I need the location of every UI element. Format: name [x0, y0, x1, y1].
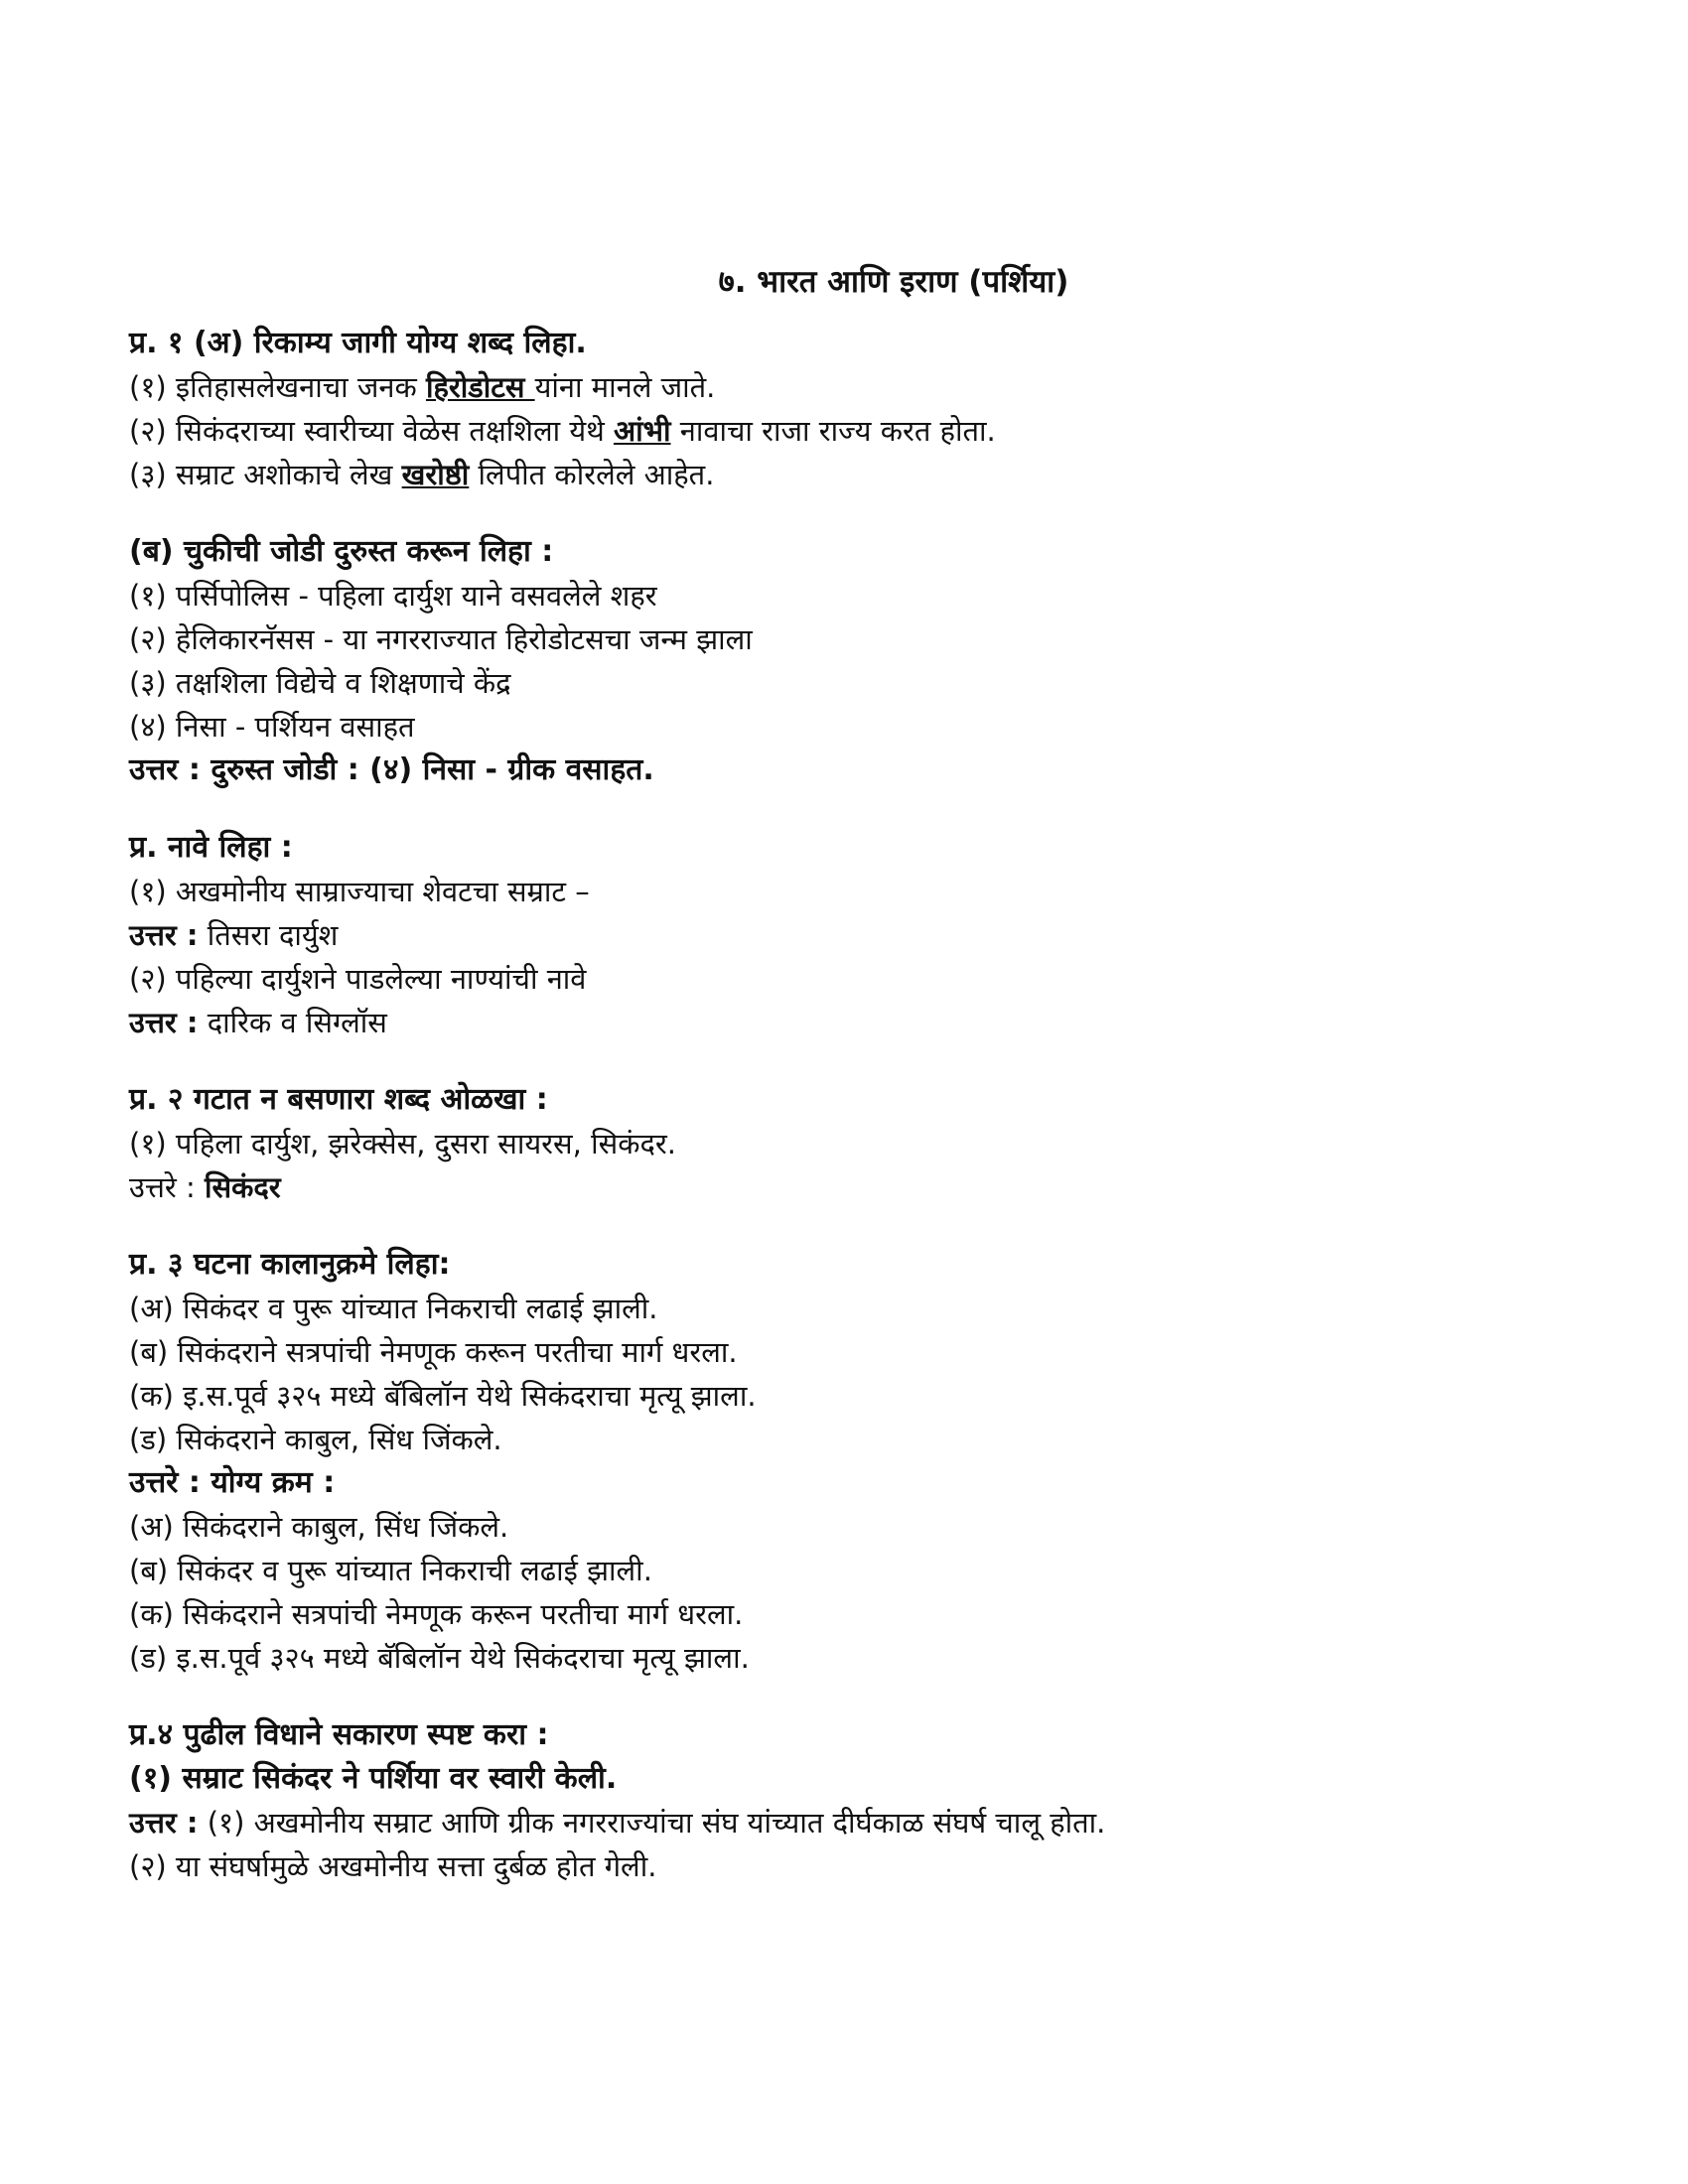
list-item: (२) हेलिकारनॅसस - या नगरराज्यात हिरोडोटसचा जन्म झाला: [129, 622, 753, 656]
item-text: लिपीत कोरलेले आहेत.: [469, 458, 715, 491]
list-item: (ब) सिकंदर व पुरू यांच्यात निकराची लढाई झाली.: [129, 1554, 652, 1587]
list-item: (४) निसा - पर्शियन वसाहत: [129, 710, 415, 744]
answer-heading: उत्तरे : योग्य क्रम :: [129, 1465, 336, 1500]
item-text: नावाचा राजा राज्य करत होता.: [670, 414, 996, 448]
page-title: ७. भारत आणि इराण (पर्शिया): [718, 264, 1069, 300]
answer-label: उत्तर :: [129, 1806, 199, 1840]
list-item: (ब) सिकंदराने सत्रपांची नेमणूक करून परतीचा मार्ग धरला.: [129, 1335, 738, 1369]
item-text: (१) इतिहासलेखनाचा जनक: [129, 370, 426, 404]
answer-line: [129, 913, 1599, 957]
answer-word: खरोष्ठी: [401, 458, 470, 491]
list-item: (३) तक्षशिला विद्येचे व शिक्षणाचे केंद्र: [129, 666, 511, 700]
answer-line: [129, 1001, 1599, 1044]
list-item: [129, 409, 1599, 453]
section-heading: प्र.४ पुढील विधाने सकारण स्पष्ट करा :: [129, 1717, 549, 1752]
answer-word: हिरोडोटस: [425, 370, 535, 404]
answer-line: [129, 1801, 1599, 1844]
answer-label: उत्तर :: [129, 918, 199, 952]
answer-label: उत्तर :: [129, 1006, 199, 1039]
list-item: [129, 453, 1599, 496]
list-item: (१) अखमोनीय साम्राज्याचा शेवटचा सम्राट –: [129, 875, 590, 908]
answer-line: [129, 1165, 1599, 1209]
item-text: (३) सम्राट अशोकाचे लेख: [129, 458, 402, 491]
document-page: [129, 260, 1599, 1922]
list-item: (अ) सिकंदर व पुरू यांच्यात निकराची लढाई झाली.: [129, 1292, 658, 1325]
section-heading: प्र. २ गटात न बसणारा शब्द ओळखा :: [129, 1082, 548, 1117]
list-item: (क) सिकंदराने सत्रपांची नेमणूक करून परतीचा मार्ग धरला.: [129, 1597, 744, 1631]
list-item: (१) पहिला दार्युश, झरेक्सेस, दुसरा सायरस, सिकंदर.: [129, 1127, 676, 1160]
list-item: [129, 365, 1599, 409]
list-item: (क) इ.स.पूर्व ३२५ मध्ये बॅबिलॉन येथे सिकंदराचा मृत्यू झाला.: [129, 1379, 757, 1413]
section-heading: प्र. १ (अ) रिकाम्य जागी योग्य शब्द लिहा.: [129, 326, 587, 360]
section-odd-one-out: [129, 1078, 1599, 1209]
list-item: (ड) इ.स.पूर्व ३२५ मध्ये बॅबिलॉन येथे सिकंदराचा मृत्यू झाला.: [129, 1641, 750, 1675]
list-item: (२) या संघर्षामुळे अखमोनीय सत्ता दुर्बळ होत गेली.: [129, 1849, 657, 1883]
list-item: (२) पहिल्या दार्युशने पाडलेल्या नाण्यांची नावे: [129, 962, 587, 996]
section-heading: (ब) चुकीची जोडी दुरुस्त करून लिहा :: [129, 534, 554, 569]
section-write-names: [129, 826, 1599, 1044]
sub-heading: (१) सम्राट सिकंदर ने पर्शिया वर स्वारी केली.: [129, 1761, 618, 1796]
answer-text: सिकंदर: [205, 1170, 281, 1204]
item-text: यांना मानले जाते.: [534, 370, 716, 404]
list-item: (ड) सिकंदराने काबुल, सिंध जिंकले.: [129, 1423, 502, 1456]
section-explain-reasons: [129, 1713, 1599, 1888]
section-chronology: [129, 1243, 1599, 1680]
answer-text: दारिक व सिग्लॉस: [198, 1006, 387, 1039]
answer-word: आंभी: [613, 414, 671, 448]
answer-text: तिसरा दार्युश: [198, 918, 339, 952]
section-correct-pair: [129, 530, 1599, 792]
answer-line: उत्तर : दुरुस्त जोडी : (४) निसा - ग्रीक वसाहत.: [129, 752, 654, 787]
section-heading: प्र. ३ घटना कालानुक्रमे लिहा:: [129, 1247, 451, 1282]
section-heading: प्र. नावे लिहा :: [129, 830, 293, 865]
list-item: (१) पर्सिपोलिस - पहिला दार्युश याने वसवलेले शहर: [129, 579, 657, 613]
item-text: (२) सिकंदराच्या स्वारीच्या वेळेस तक्षशिला येथे: [129, 414, 614, 448]
list-item: (अ) सिकंदराने काबुल, सिंध जिंकले.: [129, 1510, 509, 1544]
answer-text: (१) अखमोनीय सम्राट आणि ग्रीक नगरराज्यांचा संघ यांच्यात दीर्घकाळ संघर्ष चालू होता.: [198, 1806, 1106, 1840]
answer-label: उत्तरे :: [129, 1170, 205, 1204]
section-fill-in-blanks: [129, 322, 1599, 496]
